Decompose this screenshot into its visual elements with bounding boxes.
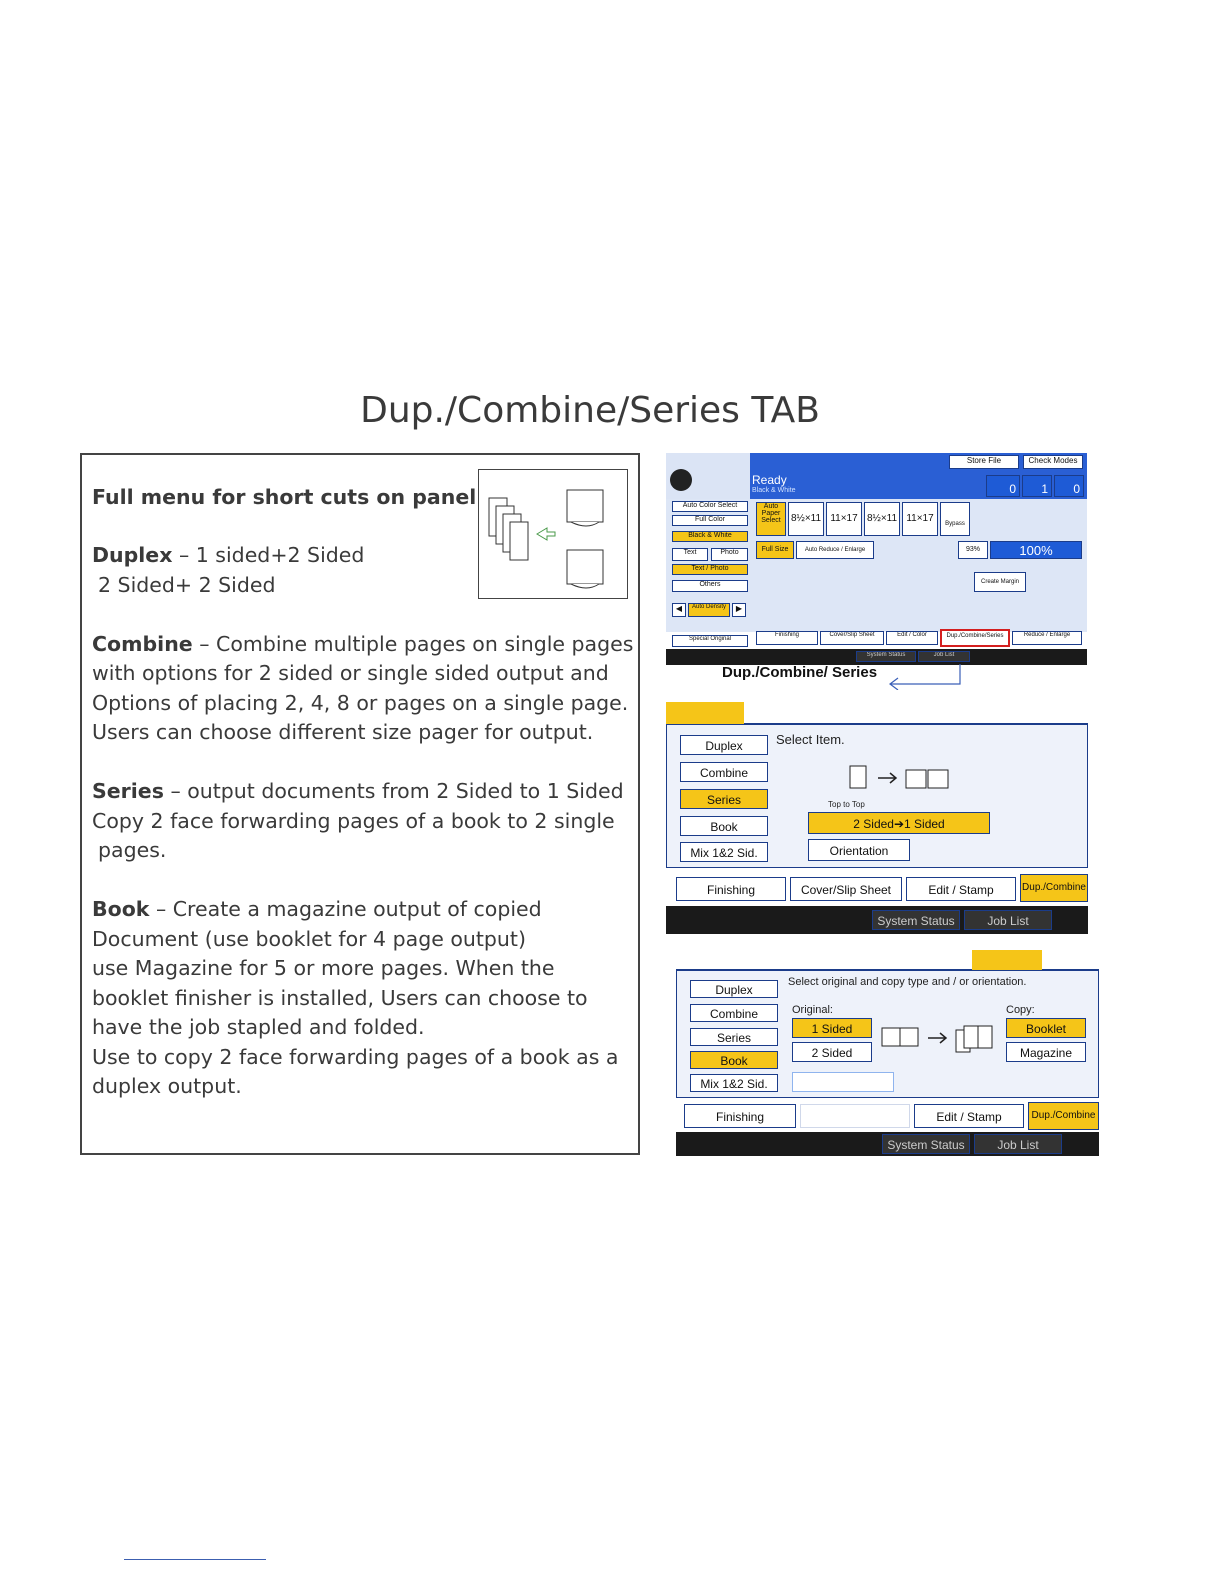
duplex-diagram-icon xyxy=(478,469,628,599)
job-list-button[interactable]: Job List xyxy=(918,651,970,662)
orientation-button[interactable]: Orientation xyxy=(808,839,910,861)
photo-button[interactable]: Photo xyxy=(711,548,748,561)
book-line3: use Magazine for 5 or more pages. When the xyxy=(92,956,555,980)
others-button[interactable]: Others xyxy=(672,580,748,592)
bypass-button[interactable]: Bypass xyxy=(940,502,970,536)
density-left-arrow-icon[interactable]: ◀ xyxy=(672,603,686,617)
zoom-display: 100% xyxy=(990,541,1082,559)
auto-paper-select-button[interactable]: Auto Paper Select xyxy=(756,502,786,536)
book-line6: Use to copy 2 face forwarding pages of a book as a xyxy=(92,1045,619,1069)
density-right-arrow-icon[interactable]: ▶ xyxy=(732,603,746,617)
original-2-sided-button[interactable]: 2 Sided xyxy=(792,1042,872,1062)
combine-line3: Options of placing 2, 4, 8 or pages on a single page. xyxy=(92,691,629,715)
series-screen xyxy=(666,702,1088,934)
special-original-button[interactable]: Special Original xyxy=(672,635,748,647)
tab-edit-stamp[interactable]: Edit / Stamp xyxy=(906,877,1016,901)
two-sided-to-one-sided-button[interactable]: 2 Sided➔1 Sided xyxy=(808,812,990,834)
copy-magazine-button[interactable]: Magazine xyxy=(1006,1042,1086,1062)
tab-dup-combine[interactable]: Dup./Combine xyxy=(1020,874,1088,902)
tray-1-button[interactable]: 8½×11 xyxy=(788,502,824,536)
full-color-button[interactable]: Full Color xyxy=(672,515,748,526)
tab-dup-combine[interactable]: Dup./Combine xyxy=(1028,1102,1099,1130)
menu-combine[interactable]: Combine xyxy=(690,1004,778,1022)
two-to-one-sided-diagram-icon xyxy=(844,764,974,796)
mode-text: Black & White xyxy=(752,487,796,494)
copy-booklet-button[interactable]: Booklet xyxy=(1006,1018,1086,1038)
job-list-button[interactable]: Job List xyxy=(964,910,1052,930)
tab-edit-stamp[interactable]: Edit / Stamp xyxy=(914,1104,1024,1128)
series-section: Series – output documents from 2 Sided to 1 Sided xyxy=(92,779,624,803)
original-label: Original: xyxy=(792,1004,833,1016)
tab-cover-slip-sheet[interactable]: Cover/Slip Sheet xyxy=(820,631,884,645)
tab-finishing[interactable]: Finishing xyxy=(756,631,818,645)
book-section: Book – Create a magazine output of copied xyxy=(92,897,542,921)
page-title: Dup./Combine/Series TAB xyxy=(360,390,820,431)
tab-cover-slip-sheet[interactable]: Cover/Slip Sheet xyxy=(790,877,902,901)
select-item-prompt: Select Item. xyxy=(776,732,845,747)
caption-pointer-arrow-icon xyxy=(884,664,964,690)
printer-icon xyxy=(670,469,692,491)
menu-duplex[interactable]: Duplex xyxy=(680,735,768,755)
tab-cover-slip-sheet-disabled xyxy=(800,1104,910,1128)
tray-3-button[interactable]: 8½×11 xyxy=(864,502,900,536)
system-status-button[interactable]: System Status xyxy=(872,910,960,930)
quantity-counter: 1 xyxy=(1022,475,1052,497)
menu-mix[interactable]: Mix 1&2 Sid. xyxy=(680,842,768,862)
book-screen xyxy=(676,950,1099,1156)
original-1-sided-button[interactable]: 1 Sided xyxy=(792,1018,872,1038)
percent-button[interactable]: 93% xyxy=(958,541,988,559)
top-to-top-label: Top to Top xyxy=(828,800,865,809)
copies-counter: 0 xyxy=(1054,475,1084,497)
combine-line2: with options for 2 sided or single sided output and xyxy=(92,661,609,685)
system-status-button[interactable]: System Status xyxy=(856,651,916,662)
description-box xyxy=(80,453,640,1155)
duplex-line2: 2 Sided+ 2 Sided xyxy=(98,573,276,597)
system-status-button[interactable]: System Status xyxy=(882,1134,970,1154)
check-modes-button[interactable]: Check Modes xyxy=(1023,455,1083,469)
text-button[interactable]: Text xyxy=(672,548,708,561)
create-margin-button[interactable]: Create Margin xyxy=(974,572,1026,592)
footer-rule xyxy=(124,1559,266,1560)
menu-combine[interactable]: Combine xyxy=(680,762,768,782)
black-white-button[interactable]: Black & White xyxy=(672,531,748,542)
tab-dup-combine-series[interactable]: Dup./Combine/Series xyxy=(940,629,1010,647)
book-line5: have the job stapled and folded. xyxy=(92,1015,425,1039)
store-file-button[interactable]: Store File xyxy=(949,455,1019,469)
orientation-placeholder[interactable] xyxy=(792,1072,894,1092)
menu-book[interactable]: Book xyxy=(680,816,768,836)
series-line2: Copy 2 face forwarding pages of a book to 2 single xyxy=(92,809,615,833)
tab-reduce-enlarge[interactable]: Reduce / Enlarge xyxy=(1012,631,1082,645)
menu-series[interactable]: Series xyxy=(690,1028,778,1046)
copy-label: Copy: xyxy=(1006,1004,1035,1016)
tab-finishing[interactable]: Finishing xyxy=(676,877,786,901)
auto-color-select-button[interactable]: Auto Color Select xyxy=(672,501,748,512)
book-line2: Document (use booklet for 4 page output) xyxy=(92,927,526,951)
tab-finishing[interactable]: Finishing xyxy=(684,1104,796,1128)
menu-mix[interactable]: Mix 1&2 Sid. xyxy=(690,1074,778,1092)
status-text: Ready xyxy=(752,473,787,487)
tab-edit-color[interactable]: Edit / Color xyxy=(886,631,938,645)
auto-density-button[interactable]: Auto Density xyxy=(688,603,730,617)
combine-line4: Users can choose different size pager for output. xyxy=(92,720,594,744)
book-line7: duplex output. xyxy=(92,1074,242,1098)
copier-main-screen xyxy=(666,453,1087,665)
box-heading: Full menu for short cuts on panel xyxy=(92,485,477,509)
duplex-section: Duplex – 1 sided+2 Sided xyxy=(92,543,365,567)
original-counter: 0 xyxy=(986,475,1020,497)
booklet-diagram-icon xyxy=(880,1020,1002,1060)
menu-book[interactable]: Book xyxy=(690,1051,778,1069)
menu-series[interactable]: Series xyxy=(680,789,768,809)
job-list-button[interactable]: Job List xyxy=(974,1134,1062,1154)
select-original-prompt: Select original and copy type and / or orientation. xyxy=(788,976,1027,988)
series-line3: pages. xyxy=(98,838,167,862)
auto-reduce-enlarge-button[interactable]: Auto Reduce / Enlarge xyxy=(796,541,874,559)
screenshot-caption: Dup./Combine/ Series xyxy=(722,664,878,681)
full-size-button[interactable]: Full Size xyxy=(756,541,794,559)
menu-duplex[interactable]: Duplex xyxy=(690,980,778,998)
combine-section: Combine – Combine multiple pages on single pages xyxy=(92,632,634,656)
tray-4-button[interactable]: 11×17 xyxy=(902,502,938,536)
book-line4: booklet finisher is installed, Users can choose to xyxy=(92,986,588,1010)
text-photo-button[interactable]: Text / Photo xyxy=(672,564,748,575)
tray-2-button[interactable]: 11×17 xyxy=(826,502,862,536)
